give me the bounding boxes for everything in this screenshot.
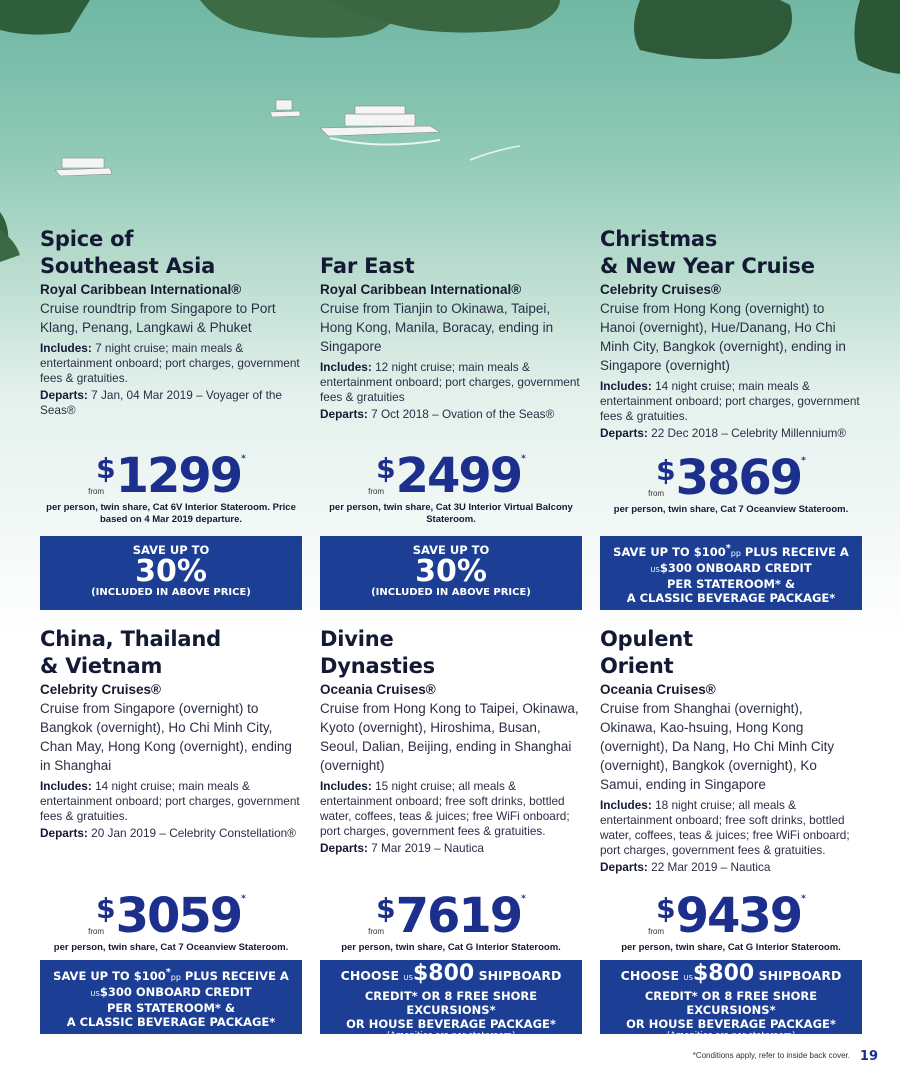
cruise-line: Royal Caribbean International®	[320, 282, 522, 297]
price-note: per person, twin share, Cat G Interior Stateroom.	[341, 942, 561, 953]
cruise-departs: Departs: 7 Jan, 04 Mar 2019 – Voyager of the Seas®	[40, 388, 282, 417]
price-note: per person, twin share, Cat 6V Interior Stateroom. Price based on 4 Mar 2019 departure.	[46, 502, 296, 525]
cruise-line: Oceania Cruises®	[320, 682, 436, 697]
price-note: per person, twin share, Cat 7 Oceanview Stateroom.	[53, 942, 289, 953]
price-block	[40, 450, 302, 526]
cruise-route: Cruise roundtrip from Singapore to Port Klang, Penang, Langkawi & Phuket	[40, 301, 276, 335]
cruise-includes: Includes: 12 night cruise; main meals & entertainment onboard; port charges, government fees & gratuities	[320, 360, 580, 404]
offer-banner[interactable]: CHOOSE US$800 SHIPBOARD CREDIT* OR 8 FREE SHORE EXCURSIONS* OR HOUSE BEVERAGE PACKAGE* (Amenities are per stateroom)	[600, 960, 862, 1034]
cruise-includes: Includes: 14 night cruise; main meals & entertainment onboard; port charges, government fees & gratuities.	[40, 779, 300, 823]
price-block	[320, 450, 582, 526]
cruise-departs: Departs: 22 Mar 2019 – Nautica	[600, 860, 771, 874]
price: $ from 9439 *	[648, 888, 806, 944]
offer-banner[interactable]: CHOOSE US$800 SHIPBOARD CREDIT* OR 8 FREE SHORE EXCURSIONS* OR HOUSE BEVERAGE PACKAGE* (Amenities are per stateroom)	[320, 960, 582, 1034]
page-number: 19	[859, 1049, 878, 1064]
cruise-departs: Departs: 7 Oct 2018 – Ovation of the Seas®	[320, 407, 555, 421]
cruise-includes: Includes: 15 night cruise; all meals & entertainment onboard; free soft drinks, bottled water, coffees, teas & juices; free WiFi onboard; port charges, government fees & gratuities.	[320, 779, 570, 838]
price-note: per person, twin share, Cat 7 Oceanview Stateroom.	[613, 504, 849, 515]
cruise-route: Cruise from Shanghai (overnight), Okinawa, Kao-hsuing, Hong Kong (overnight), Da Nang, Ho Chi Minh City (overnight), Bangkok (overnight), Ko Samui, ending in Singapore	[600, 701, 835, 792]
price: $ from 2499 *	[368, 448, 526, 504]
cruise-card[interactable]	[600, 626, 862, 875]
cruise-departs: Departs: 7 Mar 2019 – Nautica	[320, 841, 484, 855]
price-note: per person, twin share, Cat G Interior Stateroom.	[621, 942, 841, 953]
cruise-departs: Departs: 22 Dec 2018 – Celebrity Millennium®	[600, 426, 847, 440]
cruise-card[interactable]	[320, 253, 582, 422]
cruise-includes: Includes: 18 night cruise; all meals & entertainment onboard; free soft drinks, bottled water, coffees, teas & juices; free WiFi onboard; port charges, government fees & gratuities.	[600, 798, 850, 857]
price-block	[600, 452, 862, 516]
price-block	[320, 890, 582, 954]
footer-note: *Conditions apply, refer to inside back cover.	[692, 1051, 850, 1060]
cruise-route: Cruise from Tianjin to Okinawa, Taipei, Hong Kong, Manila, Boracay, ending in Singapore	[320, 301, 554, 354]
cruise-route: Cruise from Hong Kong to Taipei, Okinawa, Kyoto (overnight), Hiroshima, Busan, Seoul, Dalian, Beijing, ending in Shanghai (overnight)	[320, 701, 579, 773]
price: $ from 3059 *	[88, 888, 246, 944]
price-note: per person, twin share, Cat 3U Interior Virtual Balcony Stateroom.	[329, 502, 573, 525]
cruise-departs: Departs: 20 Jan 2019 – Celebrity Constellation®	[40, 826, 296, 840]
price: $ from 7619 *	[368, 888, 526, 944]
cruise-card[interactable]	[320, 626, 582, 856]
cruise-line: Oceania Cruises®	[600, 682, 716, 697]
cruise-line: Celebrity Cruises®	[40, 682, 161, 697]
cruise-title: China, Thailand & Vietnam	[40, 627, 221, 678]
cruise-route: Cruise from Singapore (overnight) to Bangkok (overnight), Ho Chi Minh City, Chan May, Hong Kong (overnight), ending in Shanghai	[40, 701, 292, 773]
offer-banner[interactable]: SAVE UP TO 30% (INCLUDED IN ABOVE PRICE)	[40, 536, 302, 610]
cruise-line: Celebrity Cruises®	[600, 282, 721, 297]
cruise-card[interactable]	[40, 626, 302, 841]
offer-banner[interactable]: SAVE UP TO $100*pp PLUS RECEIVE A US$300 ONBOARD CREDIT PER STATEROOM* & A CLASSIC BEVERAGE PACKAGE*	[40, 960, 302, 1034]
price: $ from 1299 *	[88, 448, 246, 504]
cruise-title: Christmas & New Year Cruise	[600, 227, 815, 278]
cruise-card[interactable]	[40, 226, 302, 418]
offer-banner[interactable]: SAVE UP TO $100*pp PLUS RECEIVE A US$300 ONBOARD CREDIT PER STATEROOM* & A CLASSIC BEVERAGE PACKAGE*	[600, 536, 862, 610]
price: $ from 3869 *	[648, 450, 806, 506]
cruise-includes: Includes: 7 night cruise; main meals & entertainment onboard; port charges, government fees & gratuities.	[40, 341, 300, 385]
cruise-title: Spice of Southeast Asia	[40, 227, 216, 278]
cruise-route: Cruise from Hong Kong (overnight) to Hanoi (overnight), Hue/Danang, Ho Chi Minh City, Bangkok (overnight), ending in Singapore (overnight)	[600, 301, 846, 373]
cruise-title: Opulent Orient	[600, 627, 693, 678]
price-block	[40, 890, 302, 954]
cruise-line: Royal Caribbean International®	[40, 282, 242, 297]
cruise-title: Divine Dynasties	[320, 627, 435, 678]
cruise-includes: Includes: 14 night cruise; main meals & entertainment onboard; port charges, government fees & gratuities.	[600, 379, 860, 423]
price-block	[600, 890, 862, 954]
cruise-card[interactable]	[600, 226, 862, 441]
cruise-title: Far East	[320, 254, 415, 278]
offer-banner[interactable]: SAVE UP TO 30% (INCLUDED IN ABOVE PRICE)	[320, 536, 582, 610]
